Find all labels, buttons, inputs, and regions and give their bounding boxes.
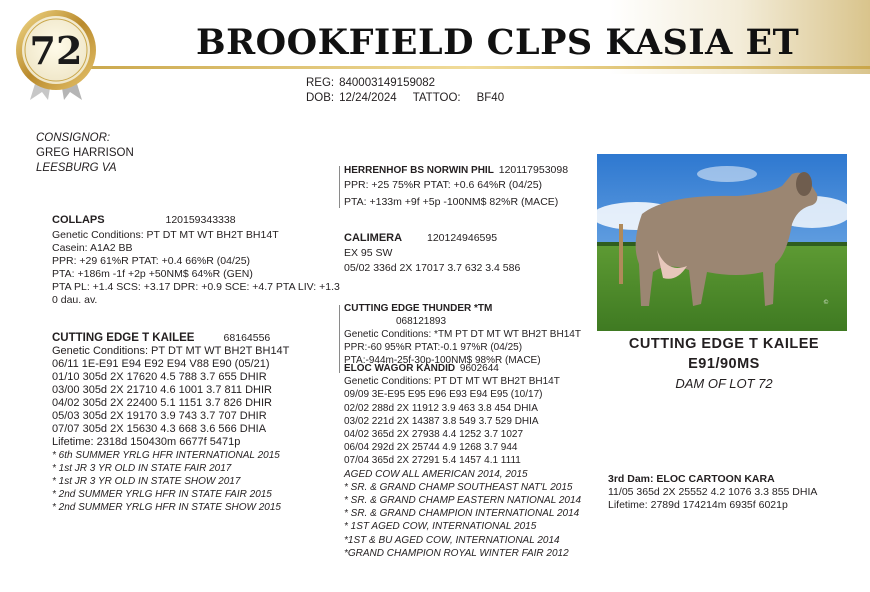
pedigree-connector — [339, 305, 340, 373]
registration-block — [306, 76, 504, 106]
dams-dam-honor: * SR. & GRAND CHAMPION INTERNATIONAL 2014 — [344, 508, 580, 520]
dams-dam-line: 02/02 288d 2X 11912 3.9 463 3.8 454 DHIA — [344, 402, 538, 414]
dams-dam-line: 04/02 365d 2X 27938 4.4 1252 3.7 1027 — [344, 429, 524, 441]
dams-sire-line: Genetic Conditions: *TM PT DT MT WT BH2T BH14T — [344, 329, 581, 340]
header-gold-rule — [70, 66, 870, 69]
tattoo-label: TATTOO: — [412, 92, 461, 104]
dam-line: Lifetime: 2318d 150430m 6677f 5471p — [52, 436, 241, 448]
third-dam-label: 3rd Dam: ELOC CARTOON KARA — [608, 473, 775, 485]
page-title: BROOKFIELD CLPS KASIA ET — [196, 22, 800, 63]
dams-sire-reg: 068121893 — [396, 316, 447, 327]
sires-sire-line: PTA: +133m +9f +5p -100NM$ 82%R (MACE) — [344, 196, 559, 208]
third-dam-line: Lifetime: 2789d 174214m 6935f 6021p — [608, 499, 788, 511]
reg-label: REG: — [306, 77, 335, 89]
sire-line: 0 dau. av. — [52, 294, 98, 306]
dam-block — [52, 332, 342, 514]
dam-line: 07/07 305d 2X 15630 4.3 668 3.6 566 DHIA — [52, 423, 267, 435]
dams-dam-reg: 9602644 — [459, 363, 499, 374]
sire-line: Casein: A1A2 BB — [52, 242, 133, 254]
dob-value: 12/24/2024 — [339, 92, 397, 104]
consignor-location: LEESBURG VA — [36, 162, 117, 174]
sire-line: PTA: +186m -1f +2p +50NM$ 64%R (GEN) — [52, 268, 253, 280]
dams-dam-honor: * 1ST AGED COW, INTERNATIONAL 2015 — [344, 521, 537, 533]
dams-dam-honor: AGED COW ALL AMERICAN 2014, 2015 — [344, 468, 528, 480]
dam-honor: * 2nd SUMMER YRLG HFR IN STATE SHOW 2015 — [52, 502, 281, 513]
third-dam-block — [608, 473, 817, 512]
sires-dam-reg: 120124946595 — [426, 232, 498, 244]
dam-line: Genetic Conditions: PT DT MT WT BH2T BH14T — [52, 345, 290, 357]
dam-line: 05/03 305d 2X 19170 3.9 743 3.7 707 DHIR — [52, 410, 267, 422]
consignor-block — [36, 131, 134, 176]
dams-sire-name: CUTTING EDGE THUNDER *TM — [344, 303, 493, 314]
dam-honor: * 1st JR 3 YR OLD IN STATE SHOW 2017 — [52, 476, 241, 487]
sire-reg: 120159343338 — [165, 214, 236, 226]
dams-dam-honor: *1ST & BU AGED COW, INTERNATIONAL 2014 — [344, 534, 560, 546]
dam-honor: * 6th SUMMER YRLG HFR INTERNATIONAL 2015 — [52, 450, 280, 461]
consignor-label: CONSIGNOR: — [36, 132, 111, 144]
dam-line: 03/00 305d 2X 21710 4.6 1001 3.7 811 DHIR — [52, 384, 272, 396]
sires-dam-line: EX 95 SW — [344, 247, 393, 259]
sires-sire-name: HERRENHOF BS NORWIN PHIL — [344, 165, 494, 176]
sire-name: COLLAPS — [52, 214, 105, 226]
dams-dam-line: 06/04 292d 2X 25744 4.9 1268 3.7 944 — [344, 442, 518, 454]
dam-name: CUTTING EDGE T KAILEE — [52, 332, 195, 344]
dams-dam-line: 07/04 365d 2X 27291 5.4 1457 4.1 1111 — [344, 455, 521, 467]
dams-sire-line: PPR:-60 95%R PTAT:-0.1 97%R (04/25) — [344, 342, 523, 353]
dams-dam-line: 09/09 3E-E95 E95 E96 E93 E94 E95 (10/17) — [344, 389, 543, 401]
reg-value: 840003149159082 — [339, 77, 436, 89]
sire-block — [52, 214, 342, 307]
dob-label: DOB: — [306, 92, 335, 104]
dams-dam-honor: * SR. & GRAND CHAMP SOUTHEAST NAT'L 2015 — [344, 481, 573, 493]
sires-dam-block — [344, 232, 594, 275]
svg-text:©: © — [823, 299, 829, 306]
sire-line: Genetic Conditions: PT DT MT WT BH2T BH14T — [52, 229, 279, 241]
dam-photo — [597, 154, 847, 331]
third-dam-line: 11/05 365d 2X 25552 4.2 1076 3.3 855 DHIA — [608, 486, 818, 498]
lot-number: 72 — [29, 28, 83, 73]
dams-dam-line: Genetic Conditions: PT DT MT WT BH2T BH14T — [344, 376, 560, 388]
dam-line: 04/02 305d 2X 22400 5.1 1151 3.7 826 DHIR — [52, 397, 272, 409]
sires-sire-block — [344, 164, 594, 209]
photo-caption-name: CUTTING EDGE T KAILEE — [628, 336, 820, 352]
sires-dam-name: CALIMERA — [344, 232, 403, 244]
dam-reg: 68164556 — [223, 332, 271, 344]
sires-sire-reg: 120117953098 — [498, 164, 569, 176]
photo-caption-score: E91/90MS — [688, 356, 760, 372]
dams-dam-honor: * SR. & GRAND CHAMP EASTERN NATIONAL 2014 — [344, 495, 582, 507]
sire-line: PTA PL: +1.4 SCS: +3.17 DPR: +0.9 SCE: +4.7 PTA LIV: +1.3 — [52, 281, 340, 293]
sires-dam-line: 05/02 336d 2X 17017 3.7 632 3.4 586 — [344, 262, 521, 274]
dam-line: 01/10 305d 2X 17620 4.5 788 3.7 655 DHIR — [52, 371, 267, 383]
dams-sire-block — [344, 302, 594, 367]
dams-dam-line: 03/02 221d 2X 14387 3.8 549 3.7 529 DHIA — [344, 415, 539, 427]
dam-honor: * 1st JR 3 YR OLD IN STATE FAIR 2017 — [52, 463, 232, 474]
dam-honor: * 2nd SUMMER YRLG HFR IN STATE FAIR 2015 — [52, 489, 272, 500]
tattoo-value: BF40 — [476, 92, 505, 104]
sire-line: PPR: +29 61%R PTAT: +0.4 66%R (04/25) — [52, 255, 251, 267]
pedigree-connector — [339, 166, 340, 208]
dams-dam-honor: *GRAND CHAMPION ROYAL WINTER FAIR 2012 — [344, 547, 569, 559]
dam-line: 06/11 1E-E91 E94 E92 E94 V88 E90 (05/21) — [52, 358, 270, 370]
dams-sire-line: PTA:-944m-25f-30p-100NM$ 98%R (MACE) — [344, 355, 541, 366]
sires-sire-line: PPR: +25 75%R PTAT: +0.6 64%R (04/25) — [344, 179, 543, 191]
photo-caption-relation: DAM OF LOT 72 — [675, 376, 773, 391]
dams-dam-block — [344, 362, 599, 560]
consignor-name: GREG HARRISON — [36, 147, 134, 159]
dams-dam-name: ELOC WAGOR KANDID — [344, 363, 456, 374]
